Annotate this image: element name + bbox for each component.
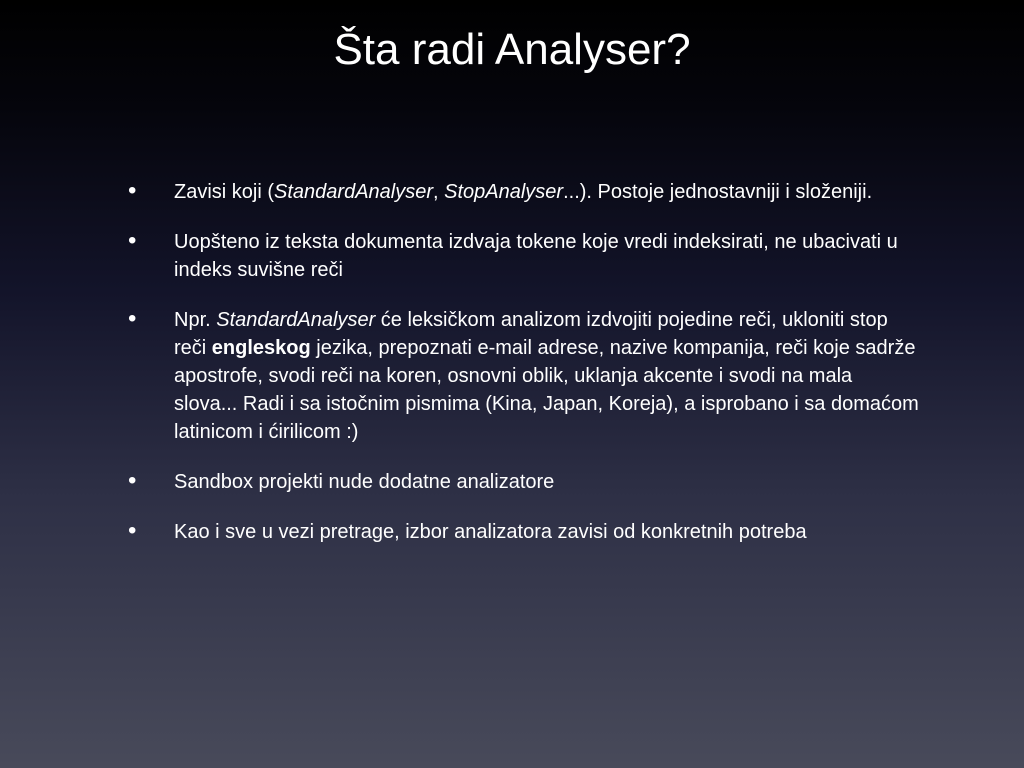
text-run: će leksičkom analizom izdvojiti pojedine reči, ukloniti stop reči — [174, 309, 888, 359]
text-run: jezika, prepoznati e-mail adrese, nazive kompanija, reči koje sadrže apostrofe, svodi reči na koren, osnovni oblik, uklanja akcente i svodi na mala slova... Radi i sa istočnim pismima (Kina, Japan, Koreja), a isprobano i sa domaćom latinicom i ćirilicom :) — [174, 337, 919, 443]
text-run: Sandbox projekti nude dodatne analizatore — [174, 471, 555, 493]
bullet-item — [124, 306, 924, 446]
bullet-dot-icon: • — [128, 467, 137, 494]
italic-term: StandardAnalyser — [274, 181, 433, 203]
bullet-text — [174, 306, 919, 446]
text-run: ...). Postoje jednostavniji i složeniji. — [563, 181, 873, 203]
text-run: , — [433, 181, 445, 203]
bold-term: engleskog — [211, 337, 311, 359]
bullet-list — [124, 178, 924, 568]
text-run: Kao i sve u vezi pretrage, izbor analizatora zavisi od konkretnih potreba — [174, 521, 807, 543]
bullet-text — [174, 228, 919, 284]
italic-term: StopAnalyser — [444, 181, 564, 203]
bullet-dot-icon: • — [128, 305, 137, 332]
bullet-item — [124, 518, 924, 546]
bullet-item — [124, 468, 924, 496]
bullet-text — [174, 178, 919, 206]
italic-term: StandardAnalyser — [216, 309, 376, 331]
bullet-item — [124, 228, 924, 284]
text-run: Uopšteno iz teksta dokumenta izdvaja tokene koje vredi indeksirati, ne ubacivati u indeks suvišne reči — [174, 231, 898, 281]
slide-title: Šta radi Analyser? — [333, 25, 691, 74]
bullet-dot-icon: • — [128, 227, 137, 254]
bullet-dot-icon: • — [128, 177, 137, 204]
bullet-text — [174, 468, 919, 496]
bullet-item — [124, 178, 924, 206]
text-run: Npr. — [174, 309, 217, 331]
bullet-dot-icon: • — [128, 517, 137, 544]
bullet-text — [174, 518, 919, 546]
text-run: Zavisi koji ( — [174, 181, 275, 203]
